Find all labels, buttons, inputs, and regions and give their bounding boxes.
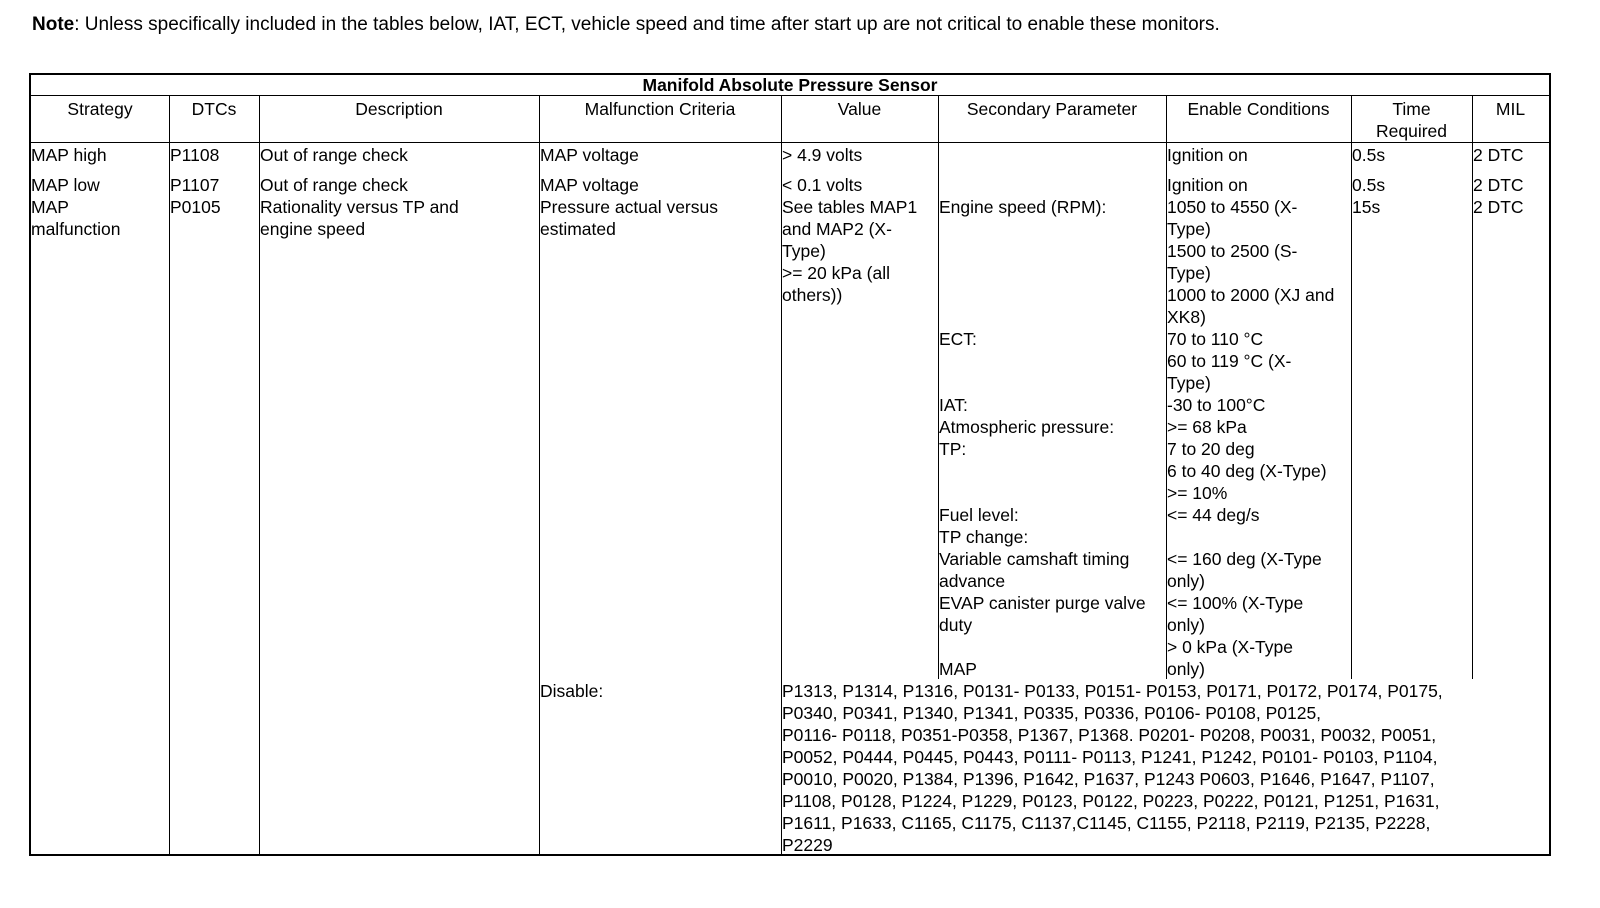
row-mil: 2 DTC	[1473, 145, 1524, 165]
enable-line: XK8)	[1167, 307, 1206, 327]
description-line: engine speed	[260, 219, 366, 239]
criteria-line: estimated	[540, 219, 616, 239]
disable-line: P0116- P0118, P0351-P0358, P1367, P1368. P0201- P0208, P0031, P0032, P0051,	[782, 725, 1437, 745]
enable-line: >= 10%	[1167, 483, 1228, 503]
enable-line: 1500 to 2500 (S-	[1167, 241, 1298, 261]
enable-line: 1000 to 2000 (XJ and	[1167, 285, 1335, 305]
disable-line: P1313, P1314, P1316, P0131- P0133, P0151- P0153, P0171, P0172, P0174, P0175,	[782, 681, 1443, 701]
header-time-required	[1351, 98, 1472, 142]
secondary-tp-change: TP change:	[939, 527, 1029, 547]
secondary-vct	[939, 548, 1129, 592]
enable-evap	[1167, 592, 1303, 636]
secondary-evap	[939, 592, 1146, 636]
enable-ect	[1167, 328, 1291, 394]
row-strategy: MAP low	[31, 175, 100, 195]
row-time: 0.5s	[1352, 145, 1386, 165]
enable-line: Type)	[1167, 263, 1211, 283]
enable-line: > 0 kPa (X-Type	[1167, 637, 1293, 657]
note	[32, 14, 1220, 36]
row-enable: Ignition on	[1167, 145, 1248, 165]
enable-map	[1167, 636, 1293, 680]
disable-line: P2229	[782, 835, 833, 855]
row-time: 0.5s	[1352, 175, 1386, 195]
strategy-line: malfunction	[31, 219, 121, 239]
row-description: Out of range check	[260, 175, 408, 195]
header-time-line: Time	[1392, 99, 1431, 119]
header-malfunction-criteria: Malfunction Criteria	[584, 99, 736, 119]
secondary-engine-speed: Engine speed (RPM):	[939, 197, 1107, 217]
header-mil: MIL	[1495, 99, 1526, 119]
value-line: See tables MAP1	[782, 197, 918, 217]
enable-fuel: <= 44 deg/s	[1167, 505, 1260, 525]
row-description	[260, 196, 459, 240]
note-text: : Unless specifically included in the tables below, IAT, ECT, vehicle speed and time after start up are not critical to enable these monitors.	[74, 14, 1220, 35]
row-criteria: MAP voltage	[540, 145, 639, 165]
enable-line: <= 160 deg (X-Type	[1167, 549, 1322, 569]
row-dtc: P1107	[170, 175, 220, 195]
enable-line: 70 to 110 °C	[1167, 329, 1264, 349]
enable-atm: >= 68 kPa	[1167, 417, 1247, 437]
secondary-iat: IAT:	[939, 395, 968, 415]
row-strategy	[31, 196, 121, 240]
enable-line: 6 to 40 deg (X-Type)	[1167, 461, 1327, 481]
vct-line: advance	[939, 571, 1006, 591]
note-label: Note	[32, 14, 75, 35]
enable-line: 7 to 20 deg	[1167, 439, 1255, 459]
secondary-ect: ECT:	[939, 329, 977, 349]
value-line: others))	[782, 285, 843, 305]
value-line: and MAP2 (X-	[782, 219, 892, 239]
enable-line: only)	[1167, 571, 1205, 591]
disable-dtc-list	[782, 680, 1443, 856]
enable-line: Type)	[1167, 219, 1211, 239]
enable-iat: -30 to 100°C	[1167, 395, 1266, 415]
disable-line: P1611, P1633, C1165, C1175, C1137,C1145, C1155, P2118, P2119, P2135, P2228,	[782, 813, 1431, 833]
enable-line: 60 to 119 °C (X-	[1167, 351, 1292, 371]
map-sensor-table	[29, 73, 1551, 856]
disable-line: P0010, P0020, P1384, P1396, P1642, P1637, P1243 P0603, P1646, P1647, P1107,	[782, 769, 1435, 789]
evap-line: EVAP canister purge valve	[939, 593, 1146, 613]
row-value: < 0.1 volts	[782, 175, 863, 195]
row-time: 15s	[1352, 197, 1381, 217]
row-strategy: MAP high	[31, 145, 107, 165]
header-secondary-parameter: Secondary Parameter	[966, 99, 1138, 119]
enable-vct	[1167, 548, 1322, 592]
enable-line: <= 100% (X-Type	[1167, 593, 1304, 613]
enable-line: only)	[1167, 659, 1205, 679]
secondary-fuel-level: Fuel level:	[939, 505, 1019, 525]
row-mil: 2 DTC	[1473, 175, 1524, 195]
table-title: Manifold Absolute Pressure Sensor	[642, 75, 938, 95]
row-dtc: P0105	[170, 197, 221, 217]
value-line: >= 20 kPa (all	[782, 263, 890, 283]
criteria-line: Pressure actual versus	[540, 197, 718, 217]
row-criteria	[540, 196, 718, 240]
row-enable: Ignition on	[1167, 175, 1248, 195]
header-dtcs: DTCs	[191, 99, 237, 119]
disable-line: P1108, P0128, P1224, P1229, P0123, P0122, P0223, P0222, P0121, P1251, P1631,	[782, 791, 1440, 811]
header-strategy: Strategy	[67, 99, 133, 119]
secondary-map: MAP	[939, 659, 977, 679]
row-mil: 2 DTC	[1473, 197, 1524, 217]
strategy-line: MAP	[31, 197, 69, 217]
enable-line: only)	[1167, 615, 1205, 635]
enable-line: 1050 to 4550 (X-	[1167, 197, 1298, 217]
row-criteria: MAP voltage	[540, 175, 639, 195]
vct-line: Variable camshaft timing	[939, 549, 1130, 569]
row-dtc: P1108	[170, 145, 220, 165]
enable-tp	[1167, 438, 1327, 504]
disable-line: P0052, P0444, P0445, P0443, P0111- P0113, P1241, P1242, P0101- P0103, P1104,	[782, 747, 1438, 767]
header-enable-conditions: Enable Conditions	[1187, 99, 1330, 119]
value-line: Type)	[782, 241, 826, 261]
enable-line: Type)	[1167, 373, 1211, 393]
enable-rpm	[1167, 196, 1334, 328]
header-time-line: Required	[1375, 121, 1448, 141]
secondary-atmospheric-pressure: Atmospheric pressure:	[939, 417, 1115, 437]
disable-line: P0340, P0341, P1340, P1341, P0335, P0336, P0106- P0108, P0125,	[782, 703, 1322, 723]
header-description: Description	[355, 99, 443, 119]
row-value	[782, 196, 917, 306]
row-value: > 4.9 volts	[782, 145, 863, 165]
secondary-tp: TP:	[939, 439, 967, 459]
description-line: Rationality versus TP and	[260, 197, 459, 217]
row-description: Out of range check	[260, 145, 408, 165]
header-value: Value	[837, 99, 882, 119]
disable-label: Disable:	[540, 681, 604, 701]
evap-line: duty	[939, 615, 973, 635]
